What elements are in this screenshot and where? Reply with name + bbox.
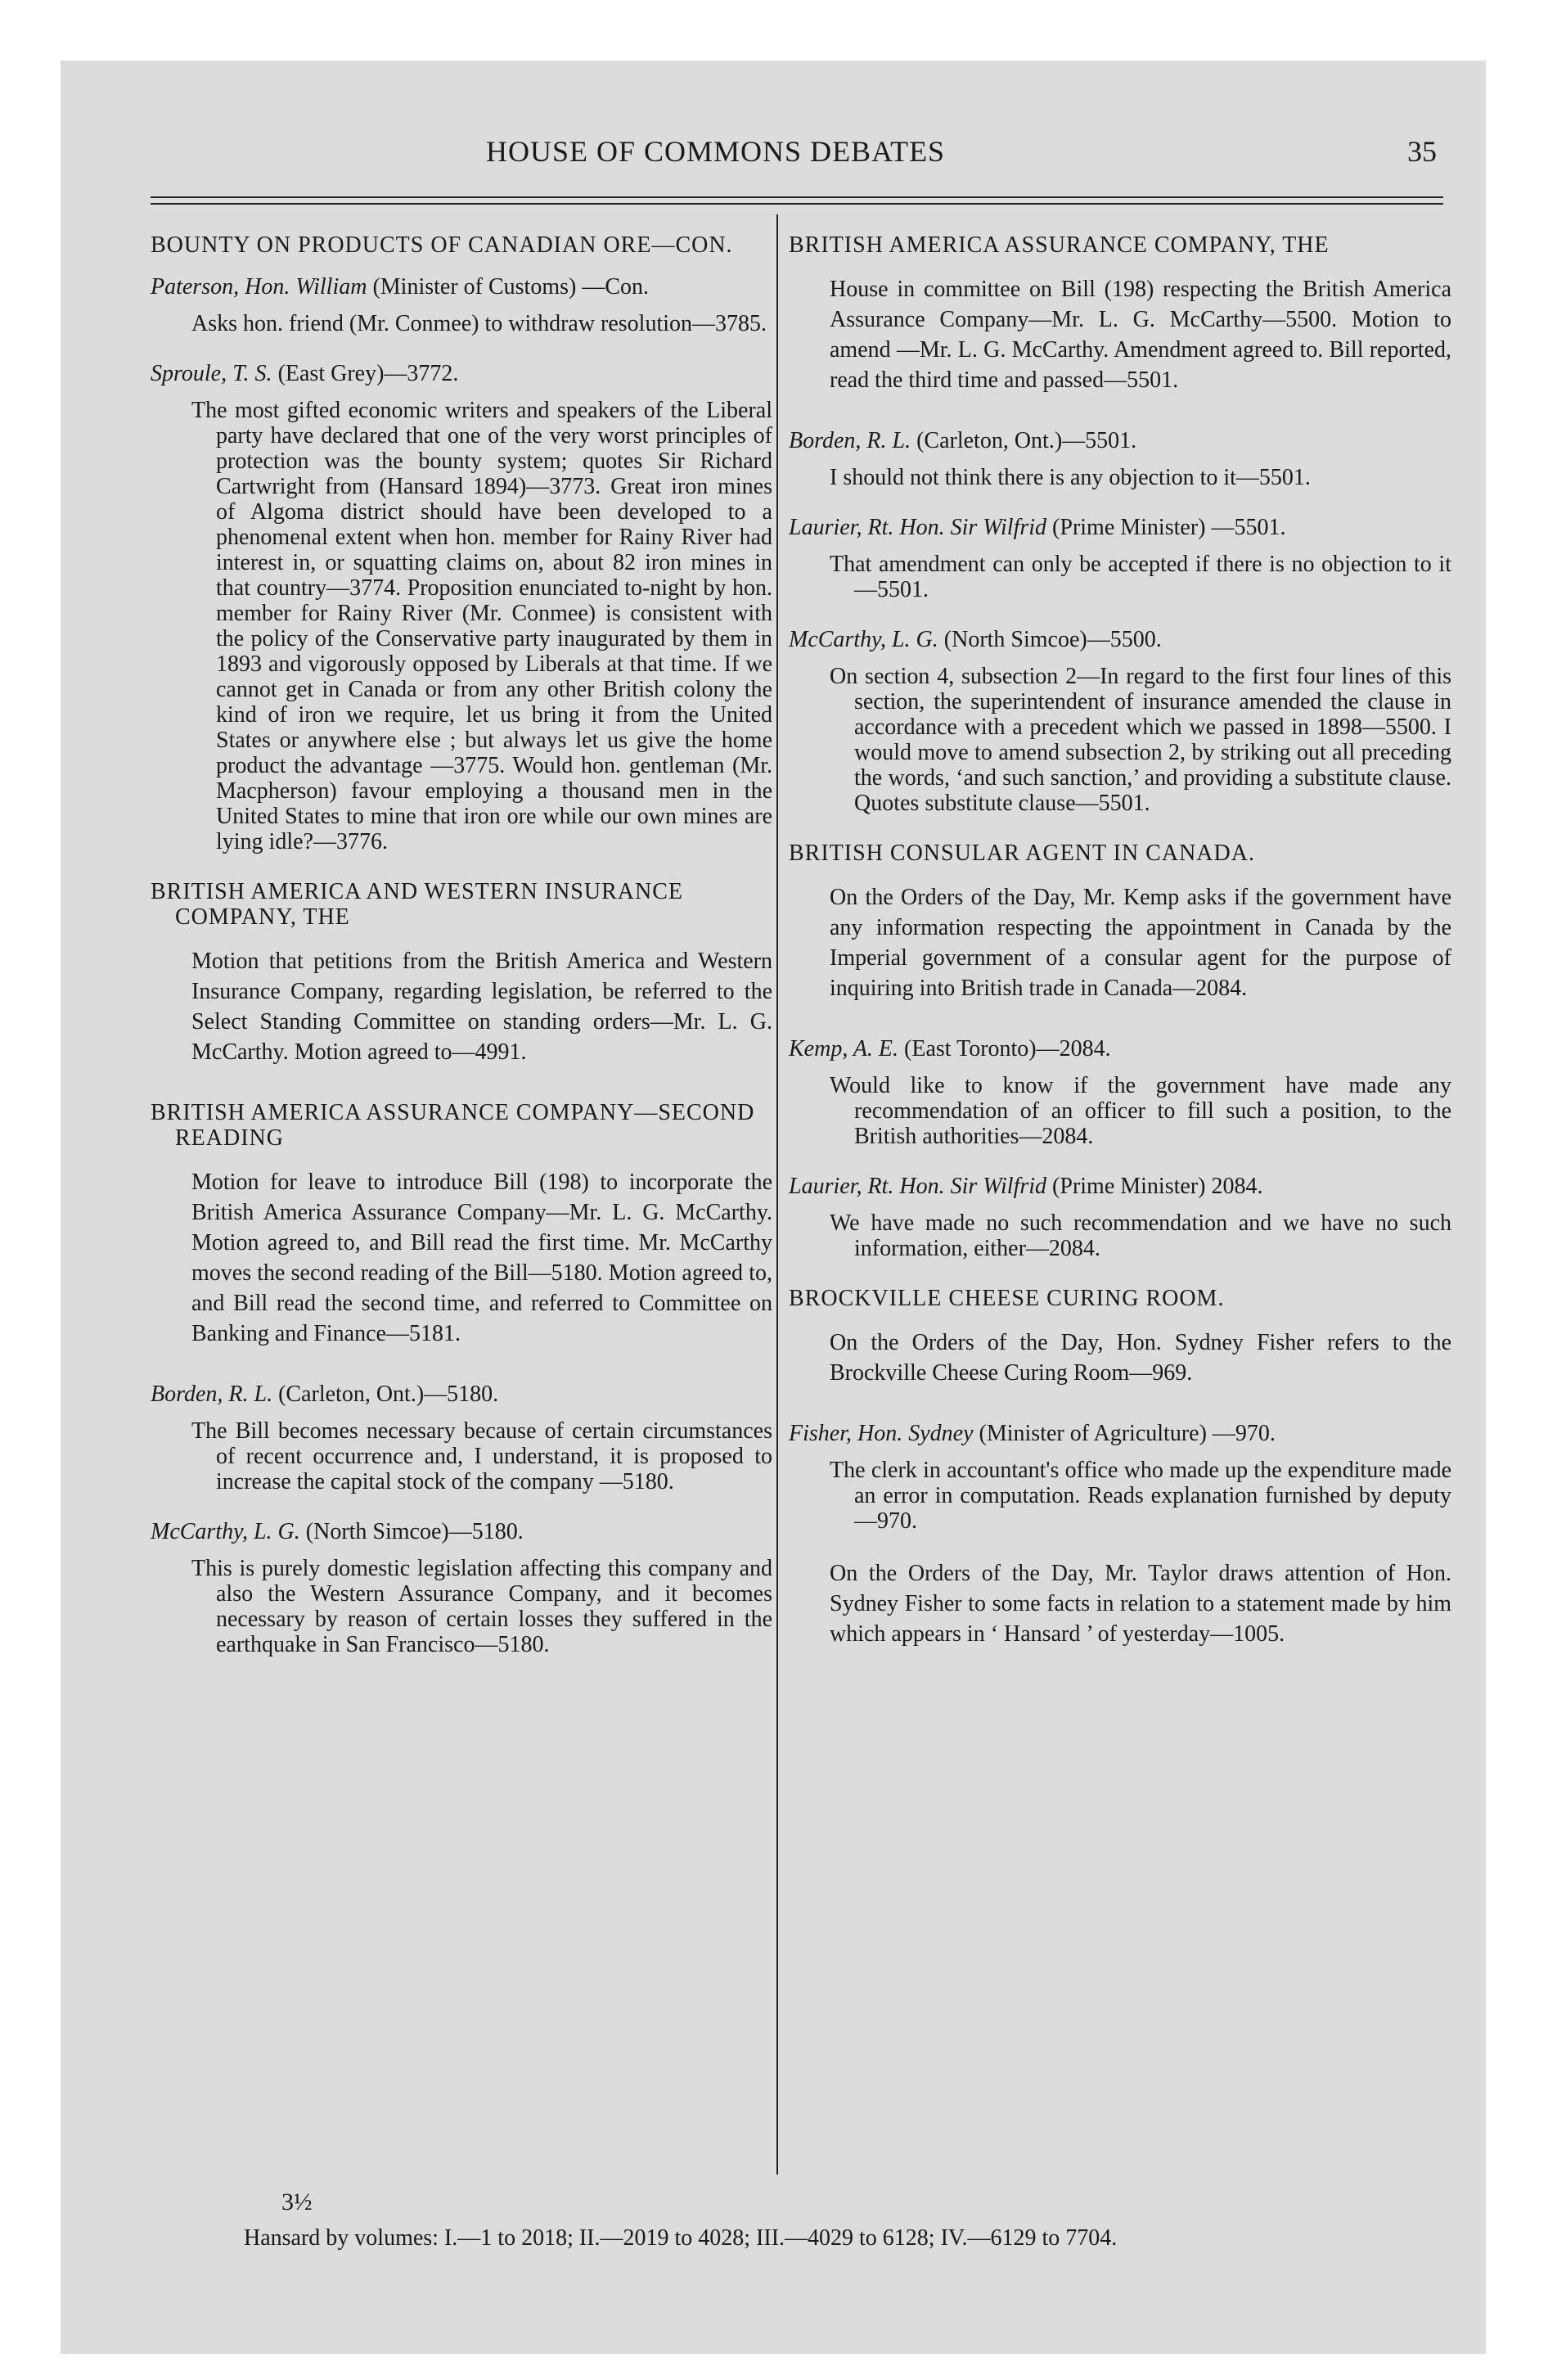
speech-summary: This is purely domestic legislation affecting this company and also the Western Assurance Company, and it becomes necessary by reason of certain losses they suffered in the earthquake in San Francisco—5180. [191, 1556, 772, 1657]
speech-summary: The most gifted economic writers and speakers of the Liberal party have declared that one of the very worst principles of protection was the bounty system; quotes Sir Richard Cartwright from (Hansard 1894)—3773. Great iron mines of Algoma district should have been developed to a phenomenal extent when hon. member for Rainy River had interest in, or squatting claims on, about 82 iron mines in that country—3774. Proposition enunciated to-night by hon. member for Rainy River (Mr. Conmee) is consistent with the policy of the Conservative party inaugurated by them in 1893 and vigorously opposed by Liberals at that time. If we cannot get in Canada or from any other British colony the kind of iron we require, let us bring it from the United States or anywhere else ; but always let us give the home product the advantage —3775. Would hon. gentleman (Mr. Macpherson) favour employing a thousand men in the United States to mine that iron ore while our own mines are lying idle?—3776. [191, 398, 772, 854]
speaker-detail: (Prime Minister) —5501. [1052, 515, 1286, 540]
section-heading: BOUNTY ON PRODUCTS OF CANADIAN ORE—CON. [151, 232, 733, 258]
speaker-name: Laurier, Rt. Hon. Sir Wilfrid [789, 1174, 1047, 1199]
speaker-detail: (East Toronto)—2084. [904, 1036, 1111, 1062]
speaker-line [151, 1382, 772, 1407]
speaker-detail: (Minister of Customs) —Con. [372, 274, 650, 300]
speaker-line [789, 1174, 1451, 1199]
speaker-detail: (North Simcoe)—5500. [943, 627, 1162, 652]
section-paragraph: House in committee on Bill (198) respecting the British America Assurance Company—Mr. L. G. McCarthy—5500. Motion to amend —Mr. L. G. McCarthy. Amendment agreed to. Bill reported, read the third time and passed—5501. [830, 277, 1451, 393]
header-rule-top [151, 196, 1443, 198]
speaker-line [789, 1421, 1451, 1446]
column-divider [776, 214, 778, 2175]
page-title: HOUSE OF COMMONS DEBATES [486, 135, 946, 168]
speaker-name: Laurier, Rt. Hon. Sir Wilfrid [789, 515, 1047, 540]
speaker-line [789, 1036, 1451, 1062]
page-header [61, 134, 1486, 183]
speaker-name: Borden, R. L. [151, 1382, 273, 1407]
section-paragraph: On the Orders of the Day, Mr. Taylor draws attention of Hon. Sydney Fisher to some facts in relation to a statement made by him which appears in ‘ Hansard ’ of yesterday—1005. [830, 1561, 1451, 1647]
speaker-line [151, 1519, 772, 1544]
speaker-name: Paterson, Hon. William [151, 274, 367, 300]
speaker-line [789, 627, 1451, 652]
speech-summary: Asks hon. friend (Mr. Conmee) to withdraw resolution—3785. [191, 311, 767, 336]
speaker-detail: (East Grey)—3772. [277, 361, 459, 386]
speech-summary: Would like to know if the government have made any recommendation of an officer to fill such a position, to the British authorities—2084. [830, 1073, 1451, 1149]
section-paragraph: Motion that petitions from the British America and Western Insurance Company, regarding legislation, be referred to the Select Standing Committee on standing orders—Mr. L. G. McCarthy. Motion agreed to—4991. [191, 949, 772, 1065]
left-column [151, 232, 772, 1682]
section-paragraph: On the Orders of the Day, Mr. Kemp asks if the government have any information respecting the appointment in Canada by the Imperial government of a consular agent for the purpose of inquiring into British trade in Canada—2084. [830, 885, 1451, 1001]
speech-summary: We have made no such recommendation and we have no such information, either—2084. [830, 1210, 1451, 1261]
speaker-detail: (Minister of Agriculture) —970. [979, 1421, 1276, 1446]
signature-mark: 3½ [281, 2188, 313, 2215]
section-heading: BRITISH AMERICA ASSURANCE COMPANY, THE [789, 232, 1330, 258]
speaker-name: Kemp, A. E. [789, 1036, 899, 1062]
speaker-name: Sproule, T. S. [151, 361, 272, 386]
speaker-name: McCarthy, L. G. [151, 1519, 300, 1544]
section-heading: BRITISH AMERICA AND WESTERN INSURANCE COMPANY, THE [151, 879, 683, 930]
speaker-detail: (North Simcoe)—5180. [305, 1519, 524, 1544]
speaker-name: Borden, R. L. [789, 428, 911, 453]
speaker-detail: (Carleton, Ont.)—5180. [278, 1382, 499, 1407]
volume-footer: Hansard by volumes: I.—1 to 2018; II.—2019 to 4028; III.—4029 to 6128; IV.—6129 to 7704. [244, 2225, 1118, 2251]
speaker-line [789, 515, 1451, 540]
speaker-detail: (Carleton, Ont.)—5501. [916, 428, 1137, 453]
speaker-line [789, 428, 1451, 453]
section-paragraph: On the Orders of the Day, Hon. Sydney Fisher refers to the Brockville Cheese Curing Room—969. [830, 1330, 1451, 1386]
page-number: 35 [1407, 135, 1437, 168]
speech-summary: That amendment can only be accepted if there is no objection to it—5501. [830, 552, 1451, 602]
speech-summary: I should not think there is any objection to it—5501. [830, 465, 1311, 490]
scanned-page [61, 61, 1486, 2354]
right-column [789, 232, 1451, 1682]
speaker-line [151, 361, 772, 386]
speaker-line [151, 274, 772, 300]
speech-summary: The clerk in accountant's office who made up the expenditure made an error in computation. Reads explanation furnished by deputy—970. [830, 1458, 1451, 1534]
header-rule-bottom [151, 203, 1443, 205]
section-heading: BROCKVILLE CHEESE CURING ROOM. [789, 1286, 1225, 1311]
speaker-name: McCarthy, L. G. [789, 627, 938, 652]
section-heading: BRITISH CONSULAR AGENT IN CANADA. [789, 841, 1255, 866]
speaker-name: Fisher, Hon. Sydney [789, 1421, 974, 1446]
section-paragraph: Motion for leave to introduce Bill (198) to incorporate the British America Assurance Company—Mr. L. G. McCarthy. Motion agreed to, and Bill read the first time. Mr. McCarthy moves the second reading of the Bill—5180. Motion agreed to, and Bill read the second time, and referred to Committee on Banking and Finance—5181. [191, 1170, 772, 1346]
speech-summary: On section 4, subsection 2—In regard to the first four lines of this section, the superintendent of insurance amended the clause in accordance with a precedent which we passed in 1898—5500. I would move to amend subsection 2, by striking out all preceding the words, ‘and such sanction,’ and providing a substitute clause. Quotes substitute clause—5501. [830, 664, 1451, 816]
speaker-detail: (Prime Minister) 2084. [1052, 1174, 1263, 1199]
section-heading: BRITISH AMERICA ASSURANCE COMPANY—SECOND READING [151, 1100, 755, 1151]
speech-summary: The Bill becomes necessary because of certain circumstances of recent occurrence and, I understand, it is proposed to increase the capital stock of the company —5180. [191, 1418, 772, 1494]
